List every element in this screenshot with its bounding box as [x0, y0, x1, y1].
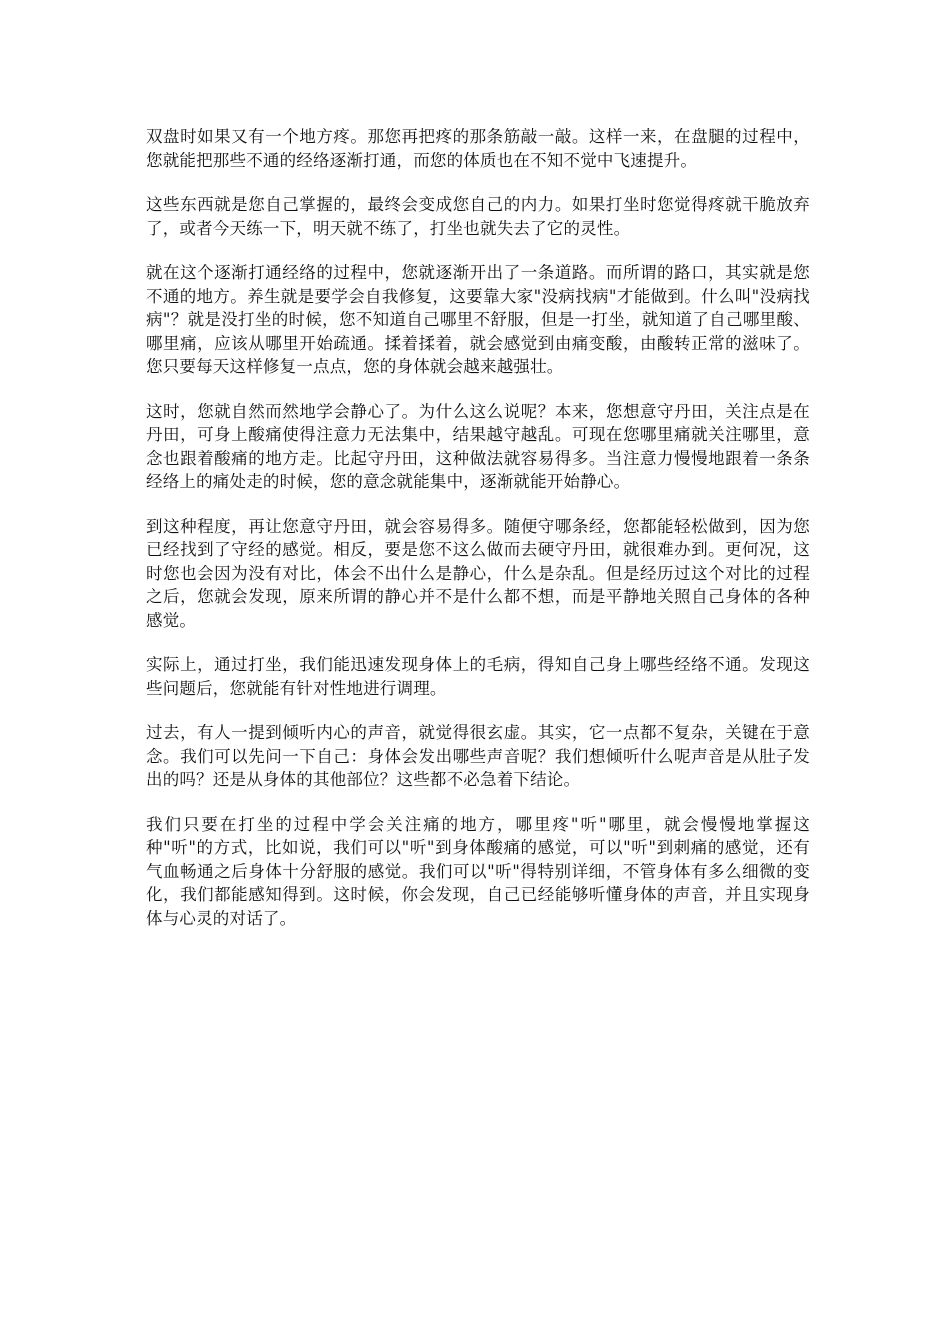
paragraph-8: 我们只要在打坐的过程中学会关注痛的地方，哪里疼"听"哪里，就会慢慢地掌握这种"听"的方式，比如说，我们可以"听"到身体酸痛的感觉，可以"听"到刺痛的感觉，还有气血畅通之后身体十分舒服的感觉。我们可以"听"得特别详细，不管身体有多么细微的变化，我们都能感知得到。这时候，你会发现，自己已经能够听懂身体的声音，并且实现身体与心灵的对话了。: [146, 814, 810, 928]
paragraph-6: 实际上，通过打坐，我们能迅速发现身体上的毛病，得知自己身上哪些经络不通。发现这些问题后，您就能有针对性地进行调理。: [146, 655, 810, 698]
paragraph-5: 到这种程度，再让您意守丹田，就会容易得多。随便守哪条经，您都能轻松做到，因为您已经找到了守经的感觉。相反，要是您不这么做而去硬守丹田，就很难办到。更何况，这时您也会因为没有对比，体会不出什么是静心，什么是杂乱。但是经历过这个对比的过程之后，您就会发现，原来所谓的静心并不是什么都不想，而是平静地关照自己身体的各种感觉。: [146, 516, 810, 630]
paragraph-2: 这些东西就是您自己掌握的，最终会变成您自己的内力。如果打坐时您觉得疼就干脆放弃了，或者今天练一下，明天就不练了，打坐也就失去了它的灵性。: [146, 195, 810, 238]
paragraph-4: 这时，您就自然而然地学会静心了。为什么这么说呢？本来，您想意守丹田，关注点是在丹田，可身上酸痛使得注意力无法集中，结果越守越乱。可现在您哪里痛就关注哪里，意念也跟着酸痛的地方走。比起守丹田，这种做法就容易得多。当注意力慢慢地跟着一条条经络上的痛处走的时候，您的意念就能集中，逐渐就能开始静心。: [146, 401, 810, 491]
document-page: [146, 125, 810, 951]
paragraph-1: 双盘时如果又有一个地方疼。那您再把疼的那条筋敲一敲。这样一来，在盘腿的过程中，您就能把那些不通的经络逐渐打通，而您的体质也在不知不觉中飞速提升。: [146, 127, 810, 170]
paragraph-3: 就在这个逐渐打通经络的过程中，您就逐渐开出了一条道路。而所谓的路口，其实就是您不通的地方。养生就是要学会自我修复，这要靠大家"没病找病"才能做到。什么叫"没病找病"？就是没打坐的时候，您不知道自己哪里不舒服，但是一打坐，就知道了自己哪里酸、哪里痛，应该从哪里开始疏通。揉着揉着，就会感觉到由痛变酸，由酸转正常的滋味了。您只要每天这样修复一点点，您的身体就会越来越强壮。: [146, 263, 810, 376]
paragraph-7: 过去，有人一提到倾听内心的声音，就觉得很玄虚。其实，它一点都不复杂，关键在于意念。我们可以先问一下自己：身体会发出哪些声音呢？我们想倾听什么呢声音是从肚子发出的吗？还是从身体的其他部位？这些都不必急着下结论。: [146, 723, 810, 789]
